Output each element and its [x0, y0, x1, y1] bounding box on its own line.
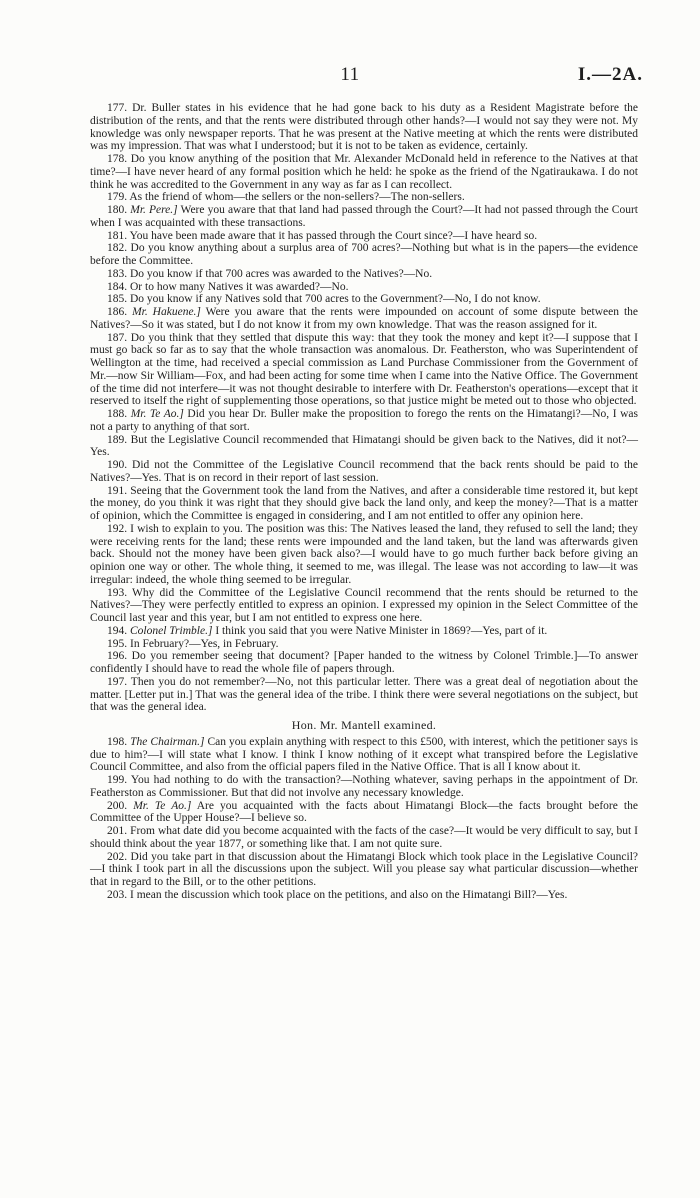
question-paragraph [90, 434, 638, 460]
paragraph-text: 180. [107, 204, 131, 216]
question-paragraph [90, 889, 638, 902]
question-paragraph [90, 281, 638, 294]
question-paragraph [90, 191, 638, 204]
paragraph-text: 200. [107, 799, 134, 812]
question-paragraph [90, 293, 638, 306]
paragraph-text: 183. Do you know if that 700 acres was awarded to the Natives?—No. [107, 267, 433, 280]
section-heading [90, 719, 638, 732]
paragraph-text: 202. Did you take part in that discussion about the Himatangi Block which took place in the Legislative Council?—I think I took part in all the discussions upon the subject. Will you please say what particular discussion—whether that in regard to the Bill, or to the other petitions. [90, 850, 638, 888]
paragraph-text: 187. Do you think that they settled that dispute this way: that they took the money and kept it?—I suppose that I must go back so far as to say that the whole transaction was anomalous. Dr. Featherston, who was Superintendent of Wellington at the time, had received a special commission as Land Purchase Commissioner from the Government of Mr.—now Sir William—Fox, and had been acting for some time when I came into the Native Office. The Government of the time did not interfere—it was not thought desirable to interfere with Dr. Featherston's operations—except that it reserved to itself the right of supplementing those operations, so that justice might be meted out to those who objected. [90, 331, 638, 408]
paragraph-text: 182. Do you know anything about a surplus area of 700 acres?—Nothing but what is in the papers—the evidence before the Committee. [90, 242, 638, 267]
paragraph-text: 194. [107, 624, 130, 637]
paragraph-text: 189. But the Legislative Council recommended that Himatangi should be given back to the Natives, did it not?—Yes. [90, 433, 638, 459]
question-paragraph [90, 625, 638, 638]
question-paragraph [90, 459, 638, 485]
question-paragraph [90, 485, 638, 523]
paragraph-text-continued: Are you acquainted with the facts about Himatangi Block—the facts brought before the Committee of the Upper House?—I believe so. [90, 799, 638, 825]
paragraph-text: 191. Seeing that the Government took the land from the Natives, and after a considerable time restored it, but kept the money, do you think it was right that they should give back the land only, and keep the money?—That is a matter of opinion, which the Committee is engaged in considering, and I am not entitled to offer any opinion here. [90, 484, 638, 522]
paragraph-text: 186. [107, 306, 133, 318]
paragraph-text-continued: Can you explain anything with respect to this £500, with interest, which the petitioner says is due to him?—I will state what I know. I think I know nothing of it except what transpired before the Legislative Council Committee, and also from the official papers filed in the Native Office. That is all I know about it. [90, 735, 639, 774]
question-paragraph [90, 102, 638, 153]
paragraph-text-continued: Were you aware that the rents were impounded on account of some dispute between the Natives?—So it was stated, but I do not know it from my own knowledge. That was the reason assigned for it. [90, 306, 639, 331]
speaker-name: Mr. Te Ao.] [130, 408, 184, 420]
speaker-name: Mr. Pere.] [130, 204, 178, 216]
question-paragraph [90, 825, 638, 851]
paragraph-text: 192. I wish to explain to you. The position was this: The Natives leased the land, they refused to sell the land; they were receiving rents for the land; these rents were impounded and the land taken, but the land was afterwards given back. Should not the money have been given back also?—I would have to go much further back before giving an opinion one way or other. The whole thing, it seemed to me, was illegal. The lease was not according to law—it was irregular: indeed, the whole thing seemed to be irregular. [90, 522, 638, 586]
question-paragraph [90, 851, 638, 889]
question-paragraph [90, 650, 638, 676]
question-paragraph [90, 676, 638, 714]
question-paragraph [90, 408, 638, 434]
paragraph-text: 203. I mean the discussion which took place on the petitions, and also on the Himatangi Bill?—Yes. [107, 888, 568, 901]
paragraph-text: 201. From what date did you become acquainted with the facts of the case?—It would be very difficult to say, but I should think about the year 1877, or something like that. I am not quite sure. [90, 825, 638, 850]
evidence-body [90, 102, 638, 902]
question-paragraph [90, 268, 638, 281]
paragraph-text: 198. [107, 735, 131, 748]
question-paragraph [90, 332, 638, 409]
question-paragraph [90, 242, 638, 268]
speaker-name: Mr. Te Ao.] [133, 799, 192, 812]
paragraph-text-continued: Were you aware that that land had passed through the Court?—It had not passed through the Court when I was acquainted with these transactions. [90, 204, 638, 229]
paragraph-text: 193. Why did the Committee of the Legislative Council recommend that the rents should be returned to the Natives?—They were perfectly entitled to express an opinion. I expressed my opinion in the Select Committee of the Council last year and this year, but I am not entitled to express one here. [90, 586, 638, 624]
question-paragraph [90, 736, 638, 774]
paragraph-text: 190. Did not the Committee of the Legislative Council recommend that the back rents should be paid to the Natives?—Yes. That is on record in their report of last session. [90, 459, 638, 484]
question-paragraph [90, 153, 638, 191]
paragraph-text: 184. Or to how many Natives it was awarded?—No. [107, 280, 349, 293]
question-paragraph [90, 230, 638, 243]
paragraph-text: Hon. Mr. Mantell examined. [291, 718, 437, 732]
speaker-name: Colonel Trimble.] [130, 624, 213, 637]
paragraph-text: 196. Do you remember seeing that document? [Paper handed to the witness by Colonel Trimble.]—To answer confidently I should have to read the whole file of papers through. [90, 650, 638, 675]
paragraph-text: 188. [107, 408, 131, 420]
question-paragraph [90, 204, 638, 230]
paragraph-text: 177. Dr. Buller states in his evidence that he had gone back to his duty as a Resident Magistrate before the distribution of the rents, and that the rents were distributed through other hands?—I would not say they were not. My knowledge was only newspaper reports. That he was present at the Native meeting at which the rents were distributed was my impression. That was what I understood; but it is not to be taken as evidence, certainly. [90, 102, 638, 153]
page-number: 11 [340, 64, 360, 85]
question-paragraph [90, 587, 638, 625]
paragraph-text-continued: I think you said that you were Native Minister in 1869?—Yes, part of it. [212, 624, 548, 637]
speaker-name: Mr. Hakuene.] [132, 306, 201, 318]
document-code: I.—2A. [577, 64, 643, 85]
paragraph-text: 178. Do you know anything of the position that Mr. Alexander McDonald held in reference to the Natives at that time?—I have never heard of any formal position which he held: he spoke as the friend of the Ngatiraukawa. I do not think he was accredited to the Government in any way as far as I can recollect. [90, 153, 638, 191]
paragraph-text: 195. In February?—Yes, in February. [107, 637, 279, 650]
paragraph-text: 199. You had nothing to do with the transaction?—Nothing whatever, saving perhaps in the appointment of Dr. Featherston as Commissioner. But that did not involve any necessary knowledge. [90, 774, 638, 799]
question-paragraph [90, 306, 638, 332]
paragraph-text: 185. Do you know if any Natives sold that 700 acres to the Government?—No, I do not know. [107, 293, 541, 306]
question-paragraph [90, 638, 638, 651]
question-paragraph [90, 800, 638, 826]
paragraph-text-continued: Did you hear Dr. Buller make the proposition to forego the rents on the Himatangi?—No, I was not a party to anything of that sort. [90, 408, 638, 433]
paragraph-text: 181. You have been made aware that it has passed through the Court since?—I have heard so. [107, 229, 538, 242]
question-paragraph [90, 523, 638, 587]
question-paragraph [90, 774, 638, 800]
paragraph-text: 179. As the friend of whom—the sellers or the non-sellers?—The non-sellers. [107, 191, 465, 204]
speaker-name: The Chairman.] [130, 735, 205, 748]
paragraph-text: 197. Then you do not remember?—No, not this particular letter. There was a great deal of negotiation about the matter. [Letter put in.] That was the general idea of the tribe. I think there were several negotiations on the subject, but that was the general idea. [90, 675, 638, 714]
